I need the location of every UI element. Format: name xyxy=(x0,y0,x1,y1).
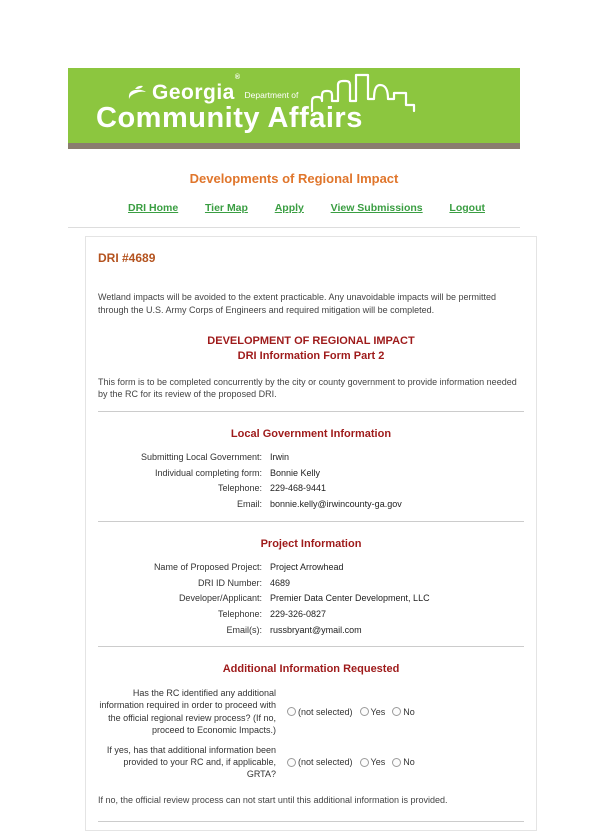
radio-option-no[interactable] xyxy=(385,757,415,767)
field-label: Developer/Applicant: xyxy=(178,593,262,604)
form-row-developer-applicant xyxy=(98,593,524,605)
nav-link-logout[interactable]: Logout xyxy=(449,202,485,214)
form-row-lg-email xyxy=(98,499,524,511)
radio-option-label: Yes xyxy=(370,706,386,717)
nav-divider xyxy=(68,227,520,228)
form-row-lg-telephone xyxy=(98,483,524,495)
field-value: bonnie.kelly@irwincounty-ga.gov xyxy=(270,499,402,510)
field-value: 4689 xyxy=(270,577,291,588)
radio-button-icon[interactable] xyxy=(392,707,401,716)
review-process-footnote: If no, the official review process can not start until this additional information is provided. xyxy=(98,795,448,806)
form-intro: This form is to be completed concurrently by the city or county government to provide information needed by the RC for its review of the proposed DRI. xyxy=(98,376,517,400)
radio-group xyxy=(280,707,415,717)
field-label: Telephone: xyxy=(217,608,262,619)
question-rc-identified-additional-info xyxy=(98,687,524,736)
dri-form-panel xyxy=(85,236,537,831)
field-label: Email(s): xyxy=(226,624,262,635)
radio-option-not-selected[interactable] xyxy=(280,757,353,767)
radio-option-yes[interactable] xyxy=(353,757,386,767)
radio-option-no[interactable] xyxy=(385,707,415,717)
field-label: Individual completing form: xyxy=(154,467,262,478)
wetland-note: Wetland impacts will be avoided to the extent practicable. Any unavoidable impacts will be permitted through the U.S. Army Corps of Engineers and required mitigation will be completed. xyxy=(98,292,497,315)
question-additional-info-provided xyxy=(98,744,524,780)
field-label: DRI ID Number: xyxy=(197,577,262,588)
nav-link-apply[interactable]: Apply xyxy=(274,202,304,214)
registered-mark: ® xyxy=(234,74,241,81)
nav-link-dri-home[interactable]: DRI Home xyxy=(128,202,179,214)
section-divider xyxy=(98,411,524,412)
page-container xyxy=(68,68,520,831)
radio-option-label: (not selected) xyxy=(298,757,353,768)
form-row-individual-completing-form xyxy=(98,468,524,480)
brand-georgia: Georgia® xyxy=(152,74,241,104)
field-value: Premier Data Center Development, LLC xyxy=(270,593,430,604)
form-row-project-name xyxy=(98,562,524,574)
field-value: 229-468-9441 xyxy=(270,483,327,494)
form-title-line1: DEVELOPMENT OF REGIONAL IMPACT xyxy=(207,335,415,348)
radio-option-label: No xyxy=(403,757,415,768)
nav-link-tier-map[interactable]: Tier Map xyxy=(204,202,248,214)
field-label: Telephone: xyxy=(217,483,262,494)
local-government-heading: Local Government Information xyxy=(230,428,392,441)
radio-button-icon[interactable] xyxy=(287,707,296,716)
form-row-submitting-local-government xyxy=(98,452,524,464)
dca-header-banner xyxy=(68,68,520,143)
radio-option-label: Yes xyxy=(370,757,386,768)
form-title xyxy=(98,334,524,364)
field-value: russbryant@ymail.com xyxy=(270,624,362,635)
section-divider xyxy=(98,646,524,647)
dri-number-heading: DRI #4689 xyxy=(98,251,156,265)
peach-icon xyxy=(126,83,150,103)
form-title-line2: DRI Information Form Part 2 xyxy=(237,350,385,363)
form-row-pi-telephone xyxy=(98,609,524,621)
department-of-label: Department of xyxy=(244,90,299,100)
field-value: Irwin xyxy=(270,452,290,463)
section-divider xyxy=(98,521,524,522)
field-label: Submitting Local Government: xyxy=(140,452,262,463)
radio-button-icon[interactable] xyxy=(360,758,369,767)
field-value: 229-326-0827 xyxy=(270,608,327,619)
page-title: Developments of Regional Impact xyxy=(189,171,399,186)
form-row-dri-id-number xyxy=(98,578,524,590)
dca-logo xyxy=(126,74,299,104)
field-label: Email: xyxy=(236,499,262,510)
radio-button-icon[interactable] xyxy=(392,758,401,767)
field-value: Project Arrowhead xyxy=(270,561,344,572)
radio-option-yes[interactable] xyxy=(353,707,386,717)
brand-community-affairs: Community Affairs xyxy=(96,102,363,134)
additional-information-heading: Additional Information Requested xyxy=(222,663,400,676)
question-label: Has the RC identified any additional information required in order to proceed with the official regional review process? (If no, proceed to Economic Impacts.) xyxy=(99,688,276,735)
radio-option-not-selected[interactable] xyxy=(280,707,353,717)
radio-option-label: No xyxy=(403,706,415,717)
nav-link-view-submissions[interactable]: View Submissions xyxy=(330,202,423,214)
radio-group xyxy=(280,757,415,767)
main-nav xyxy=(128,202,485,214)
question-label: If yes, has that additional information been provided to your RC and, if applicable, GRTA? xyxy=(106,744,276,780)
header-brown-strip xyxy=(68,143,520,149)
radio-button-icon[interactable] xyxy=(360,707,369,716)
field-label: Name of Proposed Project: xyxy=(153,561,262,572)
radio-button-icon[interactable] xyxy=(287,758,296,767)
project-information-heading: Project Information xyxy=(260,537,362,550)
field-value: Bonnie Kelly xyxy=(270,467,321,478)
form-row-pi-email xyxy=(98,625,524,637)
radio-option-label: (not selected) xyxy=(298,706,353,717)
